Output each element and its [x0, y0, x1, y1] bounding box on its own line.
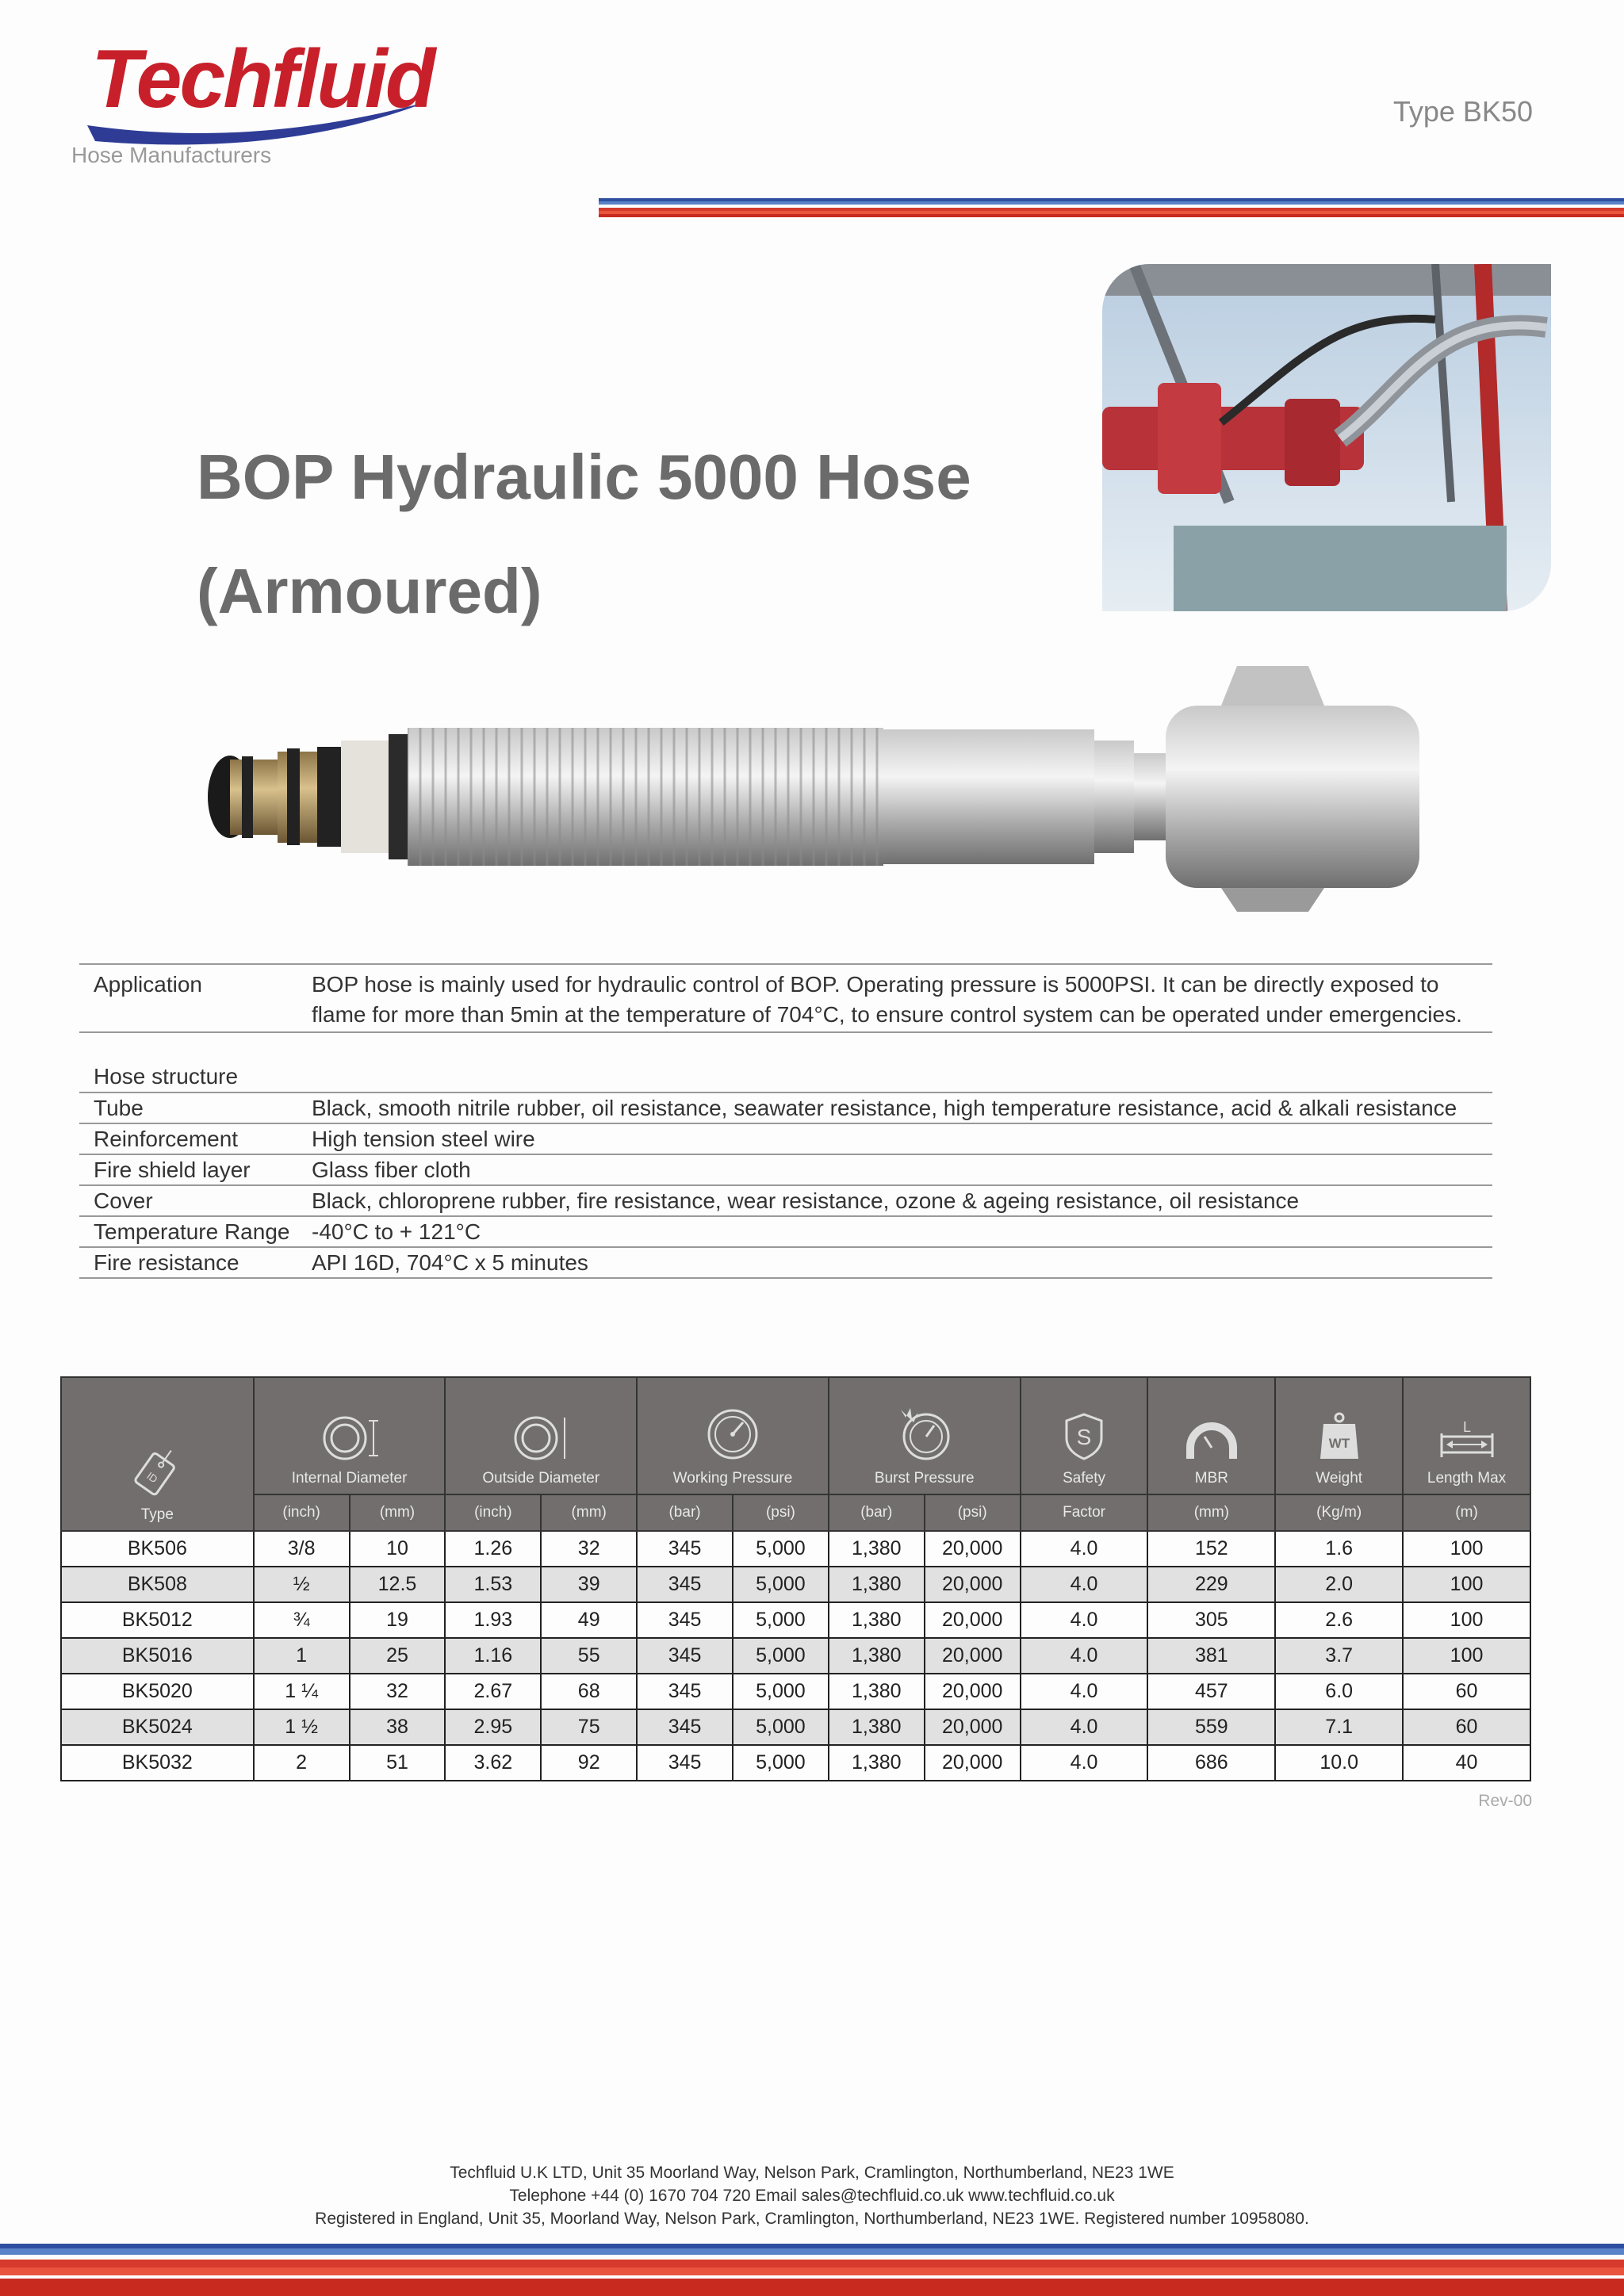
spec-value: Glass fiber cloth — [312, 1158, 471, 1182]
spec-structure-heading — [79, 1062, 1492, 1093]
header-stripes — [599, 198, 1624, 217]
table-cell: 60 — [1403, 1674, 1530, 1709]
table-cell: 20,000 — [925, 1567, 1021, 1602]
table-cell: 12.5 — [350, 1567, 446, 1602]
spec-row — [79, 1124, 1492, 1155]
table-cell: 457 — [1147, 1674, 1275, 1709]
spec-label: Application — [94, 972, 202, 997]
application-photo — [1102, 264, 1551, 611]
table-row — [61, 1531, 1530, 1567]
shield-icon — [1062, 1411, 1106, 1462]
spec-label: Cover — [94, 1188, 153, 1213]
table-cell: 1.53 — [445, 1567, 541, 1602]
table-row — [61, 1567, 1530, 1602]
table-cell: 20,000 — [925, 1674, 1021, 1709]
hose-size-table — [60, 1376, 1531, 1781]
unit-cell: (mm) — [541, 1494, 637, 1531]
spec-value: API 16D, 704°C x 5 minutes — [312, 1250, 588, 1275]
table-cell: 305 — [1147, 1602, 1275, 1638]
table-cell: 345 — [637, 1531, 733, 1567]
unit-cell: (bar) — [637, 1494, 733, 1531]
svg-text:ID: ID — [144, 1469, 160, 1486]
pressure-gauge-icon — [705, 1406, 760, 1462]
spec-value: -40°C to + 121°C — [312, 1219, 481, 1244]
header-label: Outside Diameter — [482, 1470, 600, 1487]
table-cell: 4.0 — [1021, 1567, 1148, 1602]
header-label: Type — [140, 1506, 174, 1523]
spec-row — [79, 1093, 1492, 1124]
header-length — [1403, 1377, 1530, 1494]
header-label: Internal Diameter — [291, 1470, 408, 1487]
page-title — [197, 420, 971, 649]
table-cell: 68 — [541, 1674, 637, 1709]
type-cell: BK508 — [61, 1567, 254, 1602]
table-cell: 20,000 — [925, 1602, 1021, 1638]
footer-registration: Registered in England, Unit 35, Moorland Way, Nelson Park, Cramlington, Northumberland, NE23 1WE. Registered number 10958080. — [315, 2210, 1309, 2228]
unit-cell: (Kg/m) — [1275, 1494, 1403, 1531]
svg-text:L: L — [1462, 1419, 1471, 1435]
type-cell: BK5012 — [61, 1602, 254, 1638]
table-cell: 4.0 — [1021, 1638, 1148, 1674]
table-cell: 51 — [350, 1745, 446, 1781]
footer-contact: Telephone +44 (0) 1670 704 720 Email sales@techfluid.co.uk www.techfluid.co.uk — [509, 2187, 1115, 2205]
svg-text:WT: WT — [1328, 1436, 1350, 1451]
spec-label: Fire shield layer — [94, 1158, 251, 1182]
table-cell: 20,000 — [925, 1531, 1021, 1567]
brand-logo: Techfluid — [91, 33, 434, 125]
type-cell: BK5024 — [61, 1709, 254, 1745]
header-mbr — [1147, 1377, 1275, 1494]
id-tag-icon — [133, 1443, 181, 1498]
table-cell: 686 — [1147, 1745, 1275, 1781]
table-cell: 1.6 — [1275, 1531, 1403, 1567]
table-cell: 55 — [541, 1638, 637, 1674]
header-label: Safety — [1063, 1470, 1105, 1487]
table-cell: 1.26 — [445, 1531, 541, 1567]
length-icon — [1438, 1418, 1496, 1462]
table-cell: 1,380 — [829, 1638, 925, 1674]
weight-icon — [1317, 1411, 1362, 1462]
table-cell: 1,380 — [829, 1745, 925, 1781]
table-cell: 60 — [1403, 1709, 1530, 1745]
table-cell: 2.95 — [445, 1709, 541, 1745]
unit-cell: (m) — [1403, 1494, 1530, 1531]
table-cell: 152 — [1147, 1531, 1275, 1567]
unit-cell: (inch) — [254, 1494, 350, 1531]
table-cell: 40 — [1403, 1745, 1530, 1781]
table-cell: 100 — [1403, 1638, 1530, 1674]
table-cell: 6.0 — [1275, 1674, 1403, 1709]
table-cell: 1,380 — [829, 1709, 925, 1745]
footer — [0, 2161, 1624, 2230]
header-weight — [1275, 1377, 1403, 1494]
table-cell: 75 — [541, 1709, 637, 1745]
table-cell: 229 — [1147, 1567, 1275, 1602]
table-row — [61, 1745, 1530, 1781]
unit-cell: (mm) — [350, 1494, 446, 1531]
header-label: MBR — [1194, 1470, 1228, 1487]
spec-row — [79, 1217, 1492, 1248]
table-cell: 20,000 — [925, 1638, 1021, 1674]
table-cell: 1 ¼ — [254, 1674, 350, 1709]
table-cell: 1,380 — [829, 1674, 925, 1709]
spec-value: High tension steel wire — [312, 1127, 535, 1151]
table-cell: 49 — [541, 1602, 637, 1638]
table-cell: 32 — [541, 1531, 637, 1567]
spec-row — [79, 1248, 1492, 1279]
table-cell: 92 — [541, 1745, 637, 1781]
unit-cell: (bar) — [829, 1494, 925, 1531]
table-cell: 10 — [350, 1531, 446, 1567]
table-cell: 3.62 — [445, 1745, 541, 1781]
header-working-pressure — [637, 1377, 829, 1494]
type-cell: BK5020 — [61, 1674, 254, 1709]
document-type: Type BK50 — [1392, 95, 1533, 128]
table-cell: 20,000 — [925, 1709, 1021, 1745]
unit-cell: (psi) — [925, 1494, 1021, 1531]
table-cell: 38 — [350, 1709, 446, 1745]
table-cell: 20,000 — [925, 1745, 1021, 1781]
spec-label: Hose structure — [94, 1064, 239, 1089]
spec-value: Black, smooth nitrile rubber, oil resistance, seawater resistance, high temperature resistance, acid & alkali resistance — [312, 1096, 1457, 1120]
table-cell: 1 — [254, 1638, 350, 1674]
table-cell: 1.93 — [445, 1602, 541, 1638]
table-cell: 4.0 — [1021, 1674, 1148, 1709]
table-cell: 1,380 — [829, 1567, 925, 1602]
type-cell: BK506 — [61, 1531, 254, 1567]
unit-cell: (inch) — [445, 1494, 541, 1531]
table-cell: 2.6 — [1275, 1602, 1403, 1638]
table-cell: ½ — [254, 1567, 350, 1602]
header-label: Weight — [1316, 1470, 1363, 1487]
header-safety — [1021, 1377, 1148, 1494]
header-label: Working Pressure — [672, 1470, 793, 1487]
table-row — [61, 1709, 1530, 1745]
outside-diameter-icon — [509, 1414, 573, 1462]
table-cell: 345 — [637, 1638, 733, 1674]
spec-row — [79, 1186, 1492, 1217]
spec-row — [79, 1155, 1492, 1186]
table-cell: 345 — [637, 1567, 733, 1602]
table-cell: 32 — [350, 1674, 446, 1709]
table-cell: 4.0 — [1021, 1531, 1148, 1567]
table-cell: 2.0 — [1275, 1567, 1403, 1602]
table-cell: 25 — [350, 1638, 446, 1674]
hose-illustration — [198, 658, 1427, 920]
table-cell: 5,000 — [733, 1709, 829, 1745]
table-cell: 10.0 — [1275, 1745, 1403, 1781]
unit-cell: Factor — [1021, 1494, 1148, 1531]
header-label: Burst Pressure — [874, 1470, 975, 1487]
title-line-2: (Armoured) — [197, 556, 542, 626]
table-cell: 4.0 — [1021, 1745, 1148, 1781]
spec-row-application — [79, 965, 1492, 1033]
burst-gauge-icon — [893, 1406, 956, 1462]
table-row — [61, 1638, 1530, 1674]
brand-tagline: Hose Manufacturers — [71, 143, 272, 167]
table-cell: 345 — [637, 1745, 733, 1781]
bend-radius-icon — [1184, 1418, 1239, 1462]
table-cell: 559 — [1147, 1709, 1275, 1745]
table-row — [61, 1674, 1530, 1709]
table-cell: 5,000 — [733, 1567, 829, 1602]
table-cell: 345 — [637, 1674, 733, 1709]
specification-table — [79, 963, 1492, 1279]
table-row — [61, 1602, 1530, 1638]
table-cell: 345 — [637, 1602, 733, 1638]
footer-stripes — [0, 2244, 1624, 2296]
table-cell: 2 — [254, 1745, 350, 1781]
table-cell: ¾ — [254, 1602, 350, 1638]
header-internal-diameter — [254, 1377, 446, 1494]
header-type — [61, 1377, 254, 1531]
table-cell: 4.0 — [1021, 1709, 1148, 1745]
table-cell: 2.67 — [445, 1674, 541, 1709]
table-cell: 100 — [1403, 1567, 1530, 1602]
table-cell: 345 — [637, 1709, 733, 1745]
table-cell: 7.1 — [1275, 1709, 1403, 1745]
table-cell: 5,000 — [733, 1602, 829, 1638]
internal-diameter-icon — [318, 1414, 381, 1462]
table-cell: 1.16 — [445, 1638, 541, 1674]
spec-value: BOP hose is mainly used for hydraulic control of BOP. Operating pressure is 5000PSI. It can be directly exposed to flame for more than 5min at the temperature of 704°C, to ensure control system can be operated under emergencies. — [312, 972, 1462, 1027]
table-cell: 1,380 — [829, 1602, 925, 1638]
spec-label: Temperature Range — [94, 1219, 290, 1244]
spec-label: Fire resistance — [94, 1250, 239, 1275]
table-cell: 4.0 — [1021, 1602, 1148, 1638]
table-cell: 5,000 — [733, 1531, 829, 1567]
table-cell: 100 — [1403, 1531, 1530, 1567]
footer-address: Techfluid U.K LTD, Unit 35 Moorland Way, Nelson Park, Cramlington, Northumberland, NE23 1WE — [450, 2164, 1174, 2182]
title-line-1: BOP Hydraulic 5000 Hose — [197, 442, 971, 512]
table-cell: 39 — [541, 1567, 637, 1602]
spec-label: Reinforcement — [94, 1127, 239, 1151]
type-cell: BK5032 — [61, 1745, 254, 1781]
svg-text:S: S — [1076, 1425, 1092, 1449]
header-outside-diameter — [445, 1377, 637, 1494]
type-cell: BK5016 — [61, 1638, 254, 1674]
table-cell: 3/8 — [254, 1531, 350, 1567]
spec-value: Black, chloroprene rubber, fire resistance, wear resistance, ozone & ageing resistance, oil resistance — [312, 1188, 1300, 1213]
header-label: Length Max — [1427, 1470, 1507, 1487]
spec-label: Tube — [94, 1096, 144, 1120]
table-cell: 1,380 — [829, 1531, 925, 1567]
table-cell: 19 — [350, 1602, 446, 1638]
revision-label: Rev-00 — [1478, 1792, 1532, 1810]
table-cell: 5,000 — [733, 1638, 829, 1674]
header-burst-pressure — [829, 1377, 1021, 1494]
table-cell: 3.7 — [1275, 1638, 1403, 1674]
table-cell: 5,000 — [733, 1745, 829, 1781]
unit-cell: (mm) — [1147, 1494, 1275, 1531]
table-cell: 5,000 — [733, 1674, 829, 1709]
table-cell: 381 — [1147, 1638, 1275, 1674]
unit-cell: (psi) — [733, 1494, 829, 1531]
table-cell: 100 — [1403, 1602, 1530, 1638]
table-cell: 1 ½ — [254, 1709, 350, 1745]
